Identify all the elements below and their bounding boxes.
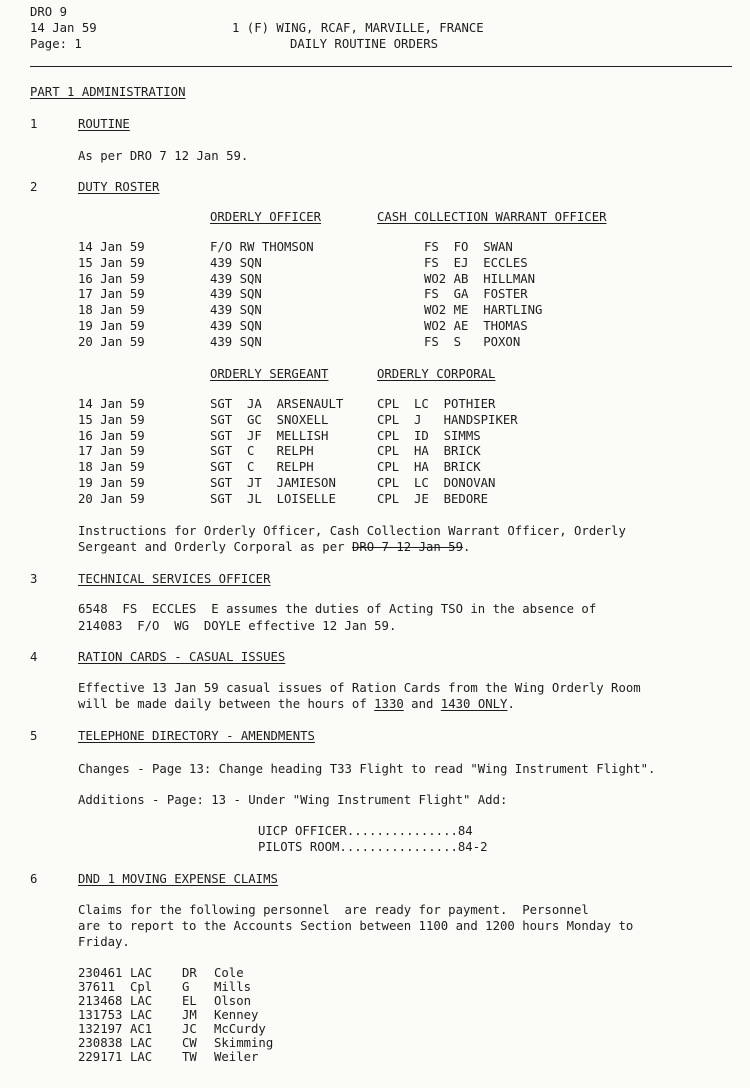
rank: Cpl	[130, 980, 153, 994]
initials: JM	[182, 1008, 197, 1022]
surname: Olson	[214, 994, 252, 1008]
orderly-corporal: CPL J HANDSPIKER	[377, 412, 518, 427]
rank: LAC	[130, 966, 153, 980]
roster-date: 18 Jan 59	[78, 303, 145, 318]
roster-officers	[210, 240, 314, 351]
claims-line3: Friday.	[78, 935, 130, 949]
orderly-corporal: CPL HA BRICK	[377, 460, 481, 475]
roster-date: 15 Jan 59	[78, 412, 145, 427]
service-number: 230838	[78, 1036, 123, 1050]
rank: LAC	[130, 1008, 153, 1022]
claims-line2: are to report to the Accounts Section between 1100 and 1200 hours Monday to	[78, 919, 634, 933]
orderly-officer: 439 SQN	[210, 287, 262, 302]
roster-date: 17 Jan 59	[78, 444, 145, 459]
rank: LAC	[130, 994, 153, 1008]
item-number: 4	[30, 650, 38, 664]
item-number: 6	[30, 872, 38, 886]
warrant-officer: FS GA FOSTER	[424, 287, 528, 302]
item-heading-telephone: TELEPHONE DIRECTORY - AMENDMENTS	[78, 729, 315, 743]
item-number: 3	[30, 572, 38, 586]
orderly-officer: F/O RW THOMSON	[210, 240, 314, 254]
item-heading-duty-roster: DUTY ROSTER	[78, 180, 160, 194]
orderly-sergeant: SGT JF MELLISH	[210, 428, 329, 443]
roster-warrant-officers	[424, 240, 542, 351]
part-heading: PART 1 ADMINISTRATION	[30, 85, 186, 99]
rank: AC1	[130, 1022, 153, 1036]
initials: TW	[182, 1050, 197, 1064]
dro-number: DRO 9	[30, 5, 68, 19]
roster-officer-dates	[78, 240, 145, 351]
roster-header-orderly-sergeant: ORDERLY SERGEANT	[210, 367, 329, 381]
roster-note-end: .	[463, 540, 471, 554]
roster-date: 15 Jan 59	[78, 255, 145, 270]
service-number: 37611	[78, 980, 116, 994]
item-heading-ration-cards: RATION CARDS - CASUAL ISSUES	[78, 650, 286, 664]
orderly-officer: 439 SQN	[210, 271, 262, 286]
roster-date: 14 Jan 59	[78, 240, 145, 254]
service-number: 131753	[78, 1008, 123, 1022]
item-number: 5	[30, 729, 38, 743]
roster-note-text: Sergeant and Orderly Corporal as per	[78, 540, 352, 554]
service-number: 213468	[78, 994, 123, 1008]
ration-line2	[78, 698, 515, 710]
roster-date: 20 Jan 59	[78, 491, 145, 506]
ration-line1: Effective 13 Jan 59 casual issues of Ration Cards from the Wing Orderly Room	[78, 681, 641, 695]
roster-date: 16 Jan 59	[78, 271, 145, 286]
item-heading-routine: ROUTINE	[78, 117, 130, 131]
roster-header-orderly-corporal: ORDERLY CORPORAL	[377, 367, 496, 381]
claims-initials	[182, 966, 197, 1064]
dro-date: 14 Jan 59	[30, 21, 97, 35]
orderly-sergeant: SGT JT JAMIESON	[210, 475, 336, 490]
orderly-sergeant: SGT C RELPH	[210, 444, 314, 459]
service-number: 230461	[78, 966, 123, 980]
tso-line2: 214083 F/O WG DOYLE effective 12 Jan 59.	[78, 619, 397, 633]
document-title: DAILY ROUTINE ORDERS	[290, 37, 439, 51]
orderly-corporal: CPL JE BEDORE	[377, 491, 489, 506]
rank: LAC	[130, 1050, 153, 1064]
ration-text: will be made daily between the hours of	[78, 697, 375, 711]
orderly-officer: 439 SQN	[210, 334, 262, 349]
orderly-sergeant: SGT JA ARSENAULT	[210, 397, 344, 411]
roster-note-reference: DRO 7 12 Jan 59	[351, 540, 463, 554]
telephone-entry: UICP OFFICER...............84	[258, 824, 473, 838]
roster-sergeants	[210, 397, 343, 508]
warrant-officer: WO2 ME HARTLING	[424, 303, 543, 318]
service-number: 132197	[78, 1022, 123, 1036]
service-number: 229171	[78, 1050, 123, 1064]
surname: Kenney	[214, 1008, 259, 1022]
roster-date: 16 Jan 59	[78, 428, 145, 443]
orderly-corporal: CPL HA BRICK	[377, 444, 481, 459]
orderly-sergeant: SGT C RELPH	[210, 460, 314, 475]
ration-start-time: 1330	[374, 697, 404, 711]
claims-line1: Claims for the following personnel are ready for payment. Personnel	[78, 903, 589, 917]
surname: McCurdy	[214, 1022, 266, 1036]
orderly-sergeant: SGT GC SNOXELL	[210, 412, 329, 427]
orderly-corporal: CPL ID SIMMS	[377, 428, 481, 443]
surname: Skimming	[214, 1036, 274, 1050]
surname: Mills	[214, 980, 252, 994]
initials: DR	[182, 966, 197, 980]
initials: G	[182, 980, 190, 994]
roster-nco-dates	[78, 397, 145, 508]
item-number: 1	[30, 117, 38, 131]
telephone-changes: Changes - Page 13: Change heading T33 Flight to read "Wing Instrument Flight".	[78, 762, 656, 776]
warrant-officer: FS FO SWAN	[424, 240, 513, 254]
ration-end-time: 1430 ONLY	[440, 697, 508, 711]
ration-text: .	[507, 697, 515, 711]
orderly-officer: 439 SQN	[210, 303, 262, 318]
item-heading-moving-claims: DND 1 MOVING EXPENSE CLAIMS	[78, 872, 278, 886]
orderly-officer: 439 SQN	[210, 255, 262, 270]
warrant-officer: FS EJ ECCLES	[424, 255, 528, 270]
item-number: 2	[30, 180, 38, 194]
rank: LAC	[130, 1036, 153, 1050]
roster-date: 19 Jan 59	[78, 475, 145, 490]
claims-names	[214, 966, 273, 1064]
roster-note-line2	[78, 541, 470, 553]
roster-date: 14 Jan 59	[78, 397, 145, 411]
surname: Weiler	[214, 1050, 259, 1064]
warrant-officer: WO2 AE THOMAS	[424, 318, 528, 333]
unit-title: 1 (F) WING, RCAF, MARVILLE, FRANCE	[232, 21, 484, 35]
roster-note-line1: Instructions for Orderly Officer, Cash Collection Warrant Officer, Orderly	[78, 524, 626, 538]
roster-header-orderly-officer: ORDERLY OFFICER	[210, 210, 322, 224]
initials: EL	[182, 994, 197, 1008]
telephone-additions: Additions - Page: 13 - Under "Wing Instrument Flight" Add:	[78, 793, 508, 807]
ration-text: and	[403, 697, 441, 711]
routine-text: As per DRO 7 12 Jan 59.	[78, 149, 249, 163]
warrant-officer: FS S POXON	[424, 334, 521, 349]
telephone-entry: PILOTS ROOM................84-2	[258, 840, 488, 854]
orderly-corporal: CPL LC DONOVAN	[377, 475, 496, 490]
roster-header-cash-warrant: CASH COLLECTION WARRANT OFFICER	[377, 210, 607, 224]
item-heading-tso: TECHNICAL SERVICES OFFICER	[78, 572, 271, 586]
roster-date: 20 Jan 59	[78, 334, 145, 349]
warrant-officer: WO2 AB HILLMAN	[424, 271, 536, 286]
roster-corporals	[377, 397, 518, 508]
orderly-corporal: CPL LC POTHIER	[377, 397, 496, 411]
orderly-officer: 439 SQN	[210, 318, 262, 333]
initials: JC	[182, 1022, 197, 1036]
roster-date: 17 Jan 59	[78, 287, 145, 302]
roster-date: 18 Jan 59	[78, 460, 145, 475]
page-number: Page: 1	[30, 37, 82, 51]
header-rule	[30, 66, 732, 67]
surname: Cole	[214, 966, 244, 980]
orderly-sergeant: SGT JL LOISELLE	[210, 491, 336, 506]
tso-line1: 6548 FS ECCLES E assumes the duties of Acting TSO in the absence of	[78, 602, 597, 616]
roster-date: 19 Jan 59	[78, 318, 145, 333]
claims-ranks	[130, 966, 152, 1064]
claims-service-numbers	[78, 966, 122, 1064]
initials: CW	[182, 1036, 197, 1050]
